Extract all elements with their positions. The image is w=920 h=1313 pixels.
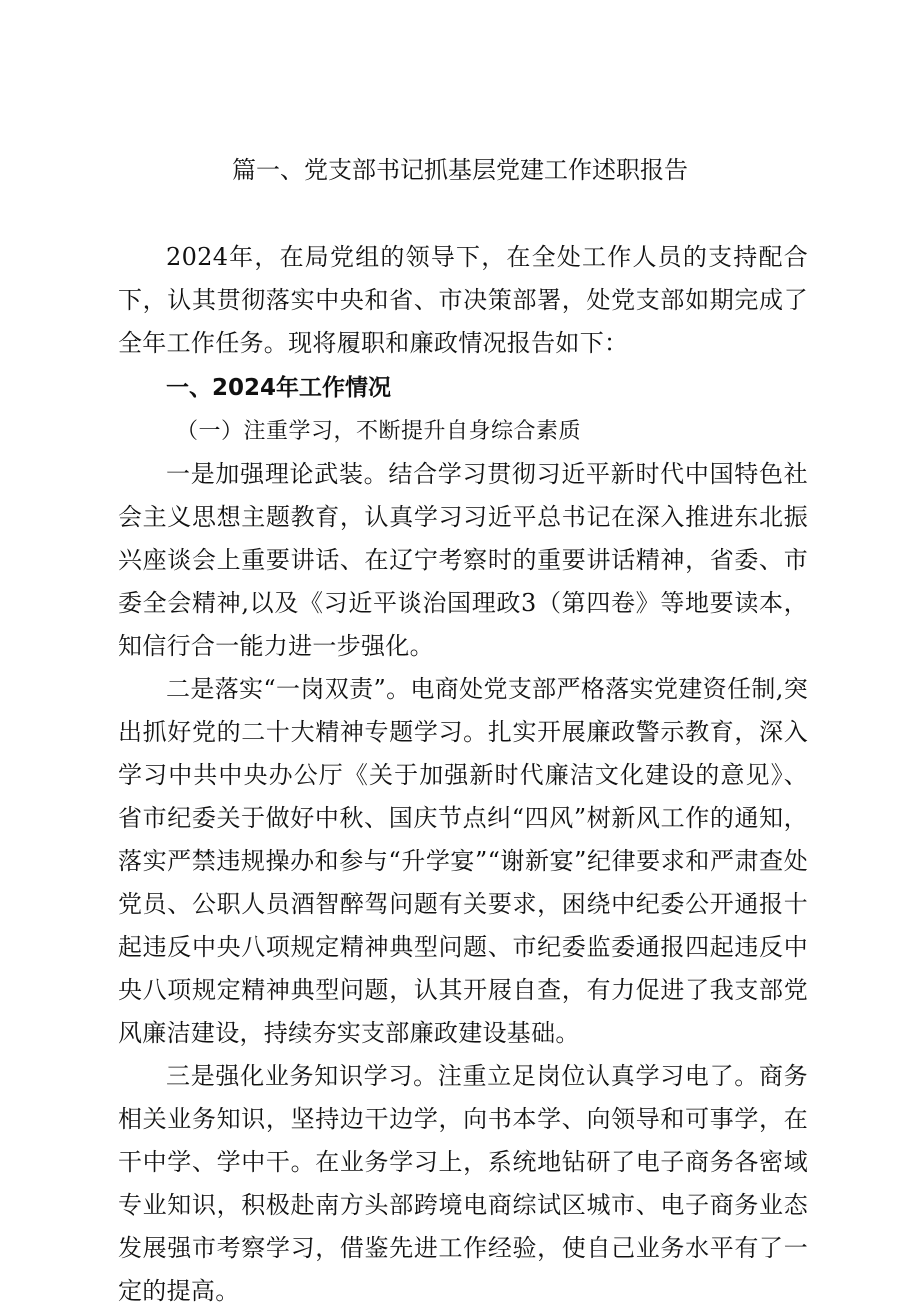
intro-paragraph: 2024年，在局党组的领导下，在全处工作人员的支持配合下，认其贯彻落实中央和省、市决策部署，处党支部如期完成了全年工作任务。现将履职和廉政情况报告如下： (118, 243, 808, 357)
paragraph-theory-study: 一是加强理论武装。结合学习贯彻习近平新时代中国特色社会主义思想主题教育，认真学习习近平总书记在深入推进东北振兴座谈会上重要讲话、在辽宁考察时的重要讲话精神，省委、市委全会精神,以及《习近平谈治国理政3（第四卷》等地要读本，知信行合一能力进一步强化。 (118, 460, 808, 660)
document-body (118, 236, 808, 1313)
section-heading: 一、2024年工作情况 (166, 375, 392, 401)
subsection-heading: （一）注重学习，不断提升自身综合素质 (176, 419, 582, 444)
paragraph-business-study: 三是强化业务知识学习。注重立足岗位认真学习电了。商务相关业务知识，坚持边干边学，向书本学、向领导和可事学，在干中学、学中干。在业务学习上，系统地钻研了电子商务各密域专业知识，积极赴南方头部跨境电商综试区城市、电子商务业态发展强市考察学习，借鉴先进工作经验，使自己业务水平有了一定的提高。 (118, 1062, 808, 1305)
document-title: 篇一、党支部书记抓基层党建工作述职报告 (232, 156, 688, 184)
paragraph-dual-responsibility: 二是落实“一岗双责”。电商处党支部严格落实党建资任制,突出抓好党的二十大精神专题学习。扎实开展廉政警示教育，深入学习中共中央办公厅《关于加强新时代廉洁文化建设的意见》、省市纪委关于做好中秋、国庆节点纠“四风”树新风工作的通知，落实严禁违规操办和参与“升学宴”“谢新宴”纪律要求和严肃查处党员、公职人员酒智醉驾问题有关要求，困绕中纪委公开通报十起违反中央八项规定精神典型问题、市纪委监委通报四起违反中央八项规定精神典型问题，认其开屐自查，有力促进了我支部党风廉洁建设，持续夯实支部廉政建设基础。 (118, 675, 808, 1047)
